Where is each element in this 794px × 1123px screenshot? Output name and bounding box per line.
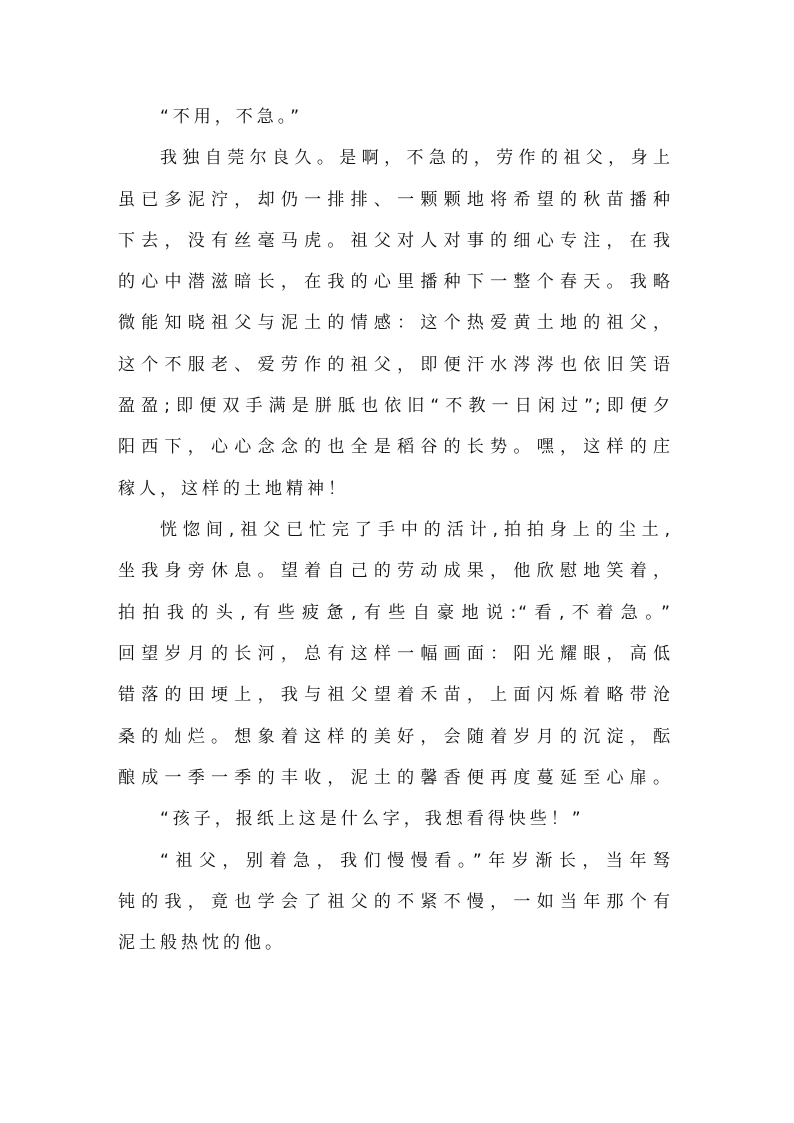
- text-line: 微能知晓祖父与泥土的情感：这个热爱黄土地的祖父，: [118, 313, 672, 333]
- text-line: 拍拍我的头,有些疲惫,有些自豪地说:“看,不着急。”: [118, 603, 672, 623]
- text-line: 回望岁月的长河，总有这样一幅画面：阳光耀眼，高低: [118, 644, 672, 664]
- text-line: 下去，没有丝毫马虎。祖父对人对事的细心专注，在我: [118, 231, 672, 251]
- text-line: 错落的田埂上，我与祖父望着禾苗，上面闪烁着略带沧: [118, 685, 672, 705]
- text-line: 稼人，这样的土地精神！: [118, 479, 349, 499]
- text-line: “孩子，报纸上这是什么字，我想看得快些！”: [160, 809, 585, 829]
- text-line: 我独自莞尔良久。是啊，不急的，劳作的祖父，身上: [160, 148, 672, 168]
- text-line: 酿成一季一季的丰收，泥土的馨香便再度蔓延至心扉。: [118, 768, 672, 788]
- text-line: 钝的我，竟也学会了祖父的不紧不慢，一如当年那个有: [118, 892, 672, 912]
- text-line: 阳西下，心心念念的也全是稻谷的长势。嘿，这样的庄: [118, 437, 672, 457]
- text-line: 桑的灿烂。想象着这样的美好，会随着岁月的沉淀，酝: [118, 727, 672, 747]
- text-line: 这个不服老、爱劳作的祖父，即便汗水涔涔也依旧笑语: [118, 355, 672, 375]
- text-line: “不用，不急。”: [160, 107, 304, 127]
- text-line: 泥土般热忱的他。: [118, 933, 286, 953]
- text-line: 盈盈;即便双手满是胼胝也依旧“不教一日闲过”;即便夕: [118, 396, 672, 416]
- text-line: 恍惚间,祖父已忙完了手中的活计,拍拍身上的尘土,: [160, 520, 672, 540]
- text-line: 的心中潜滋暗长，在我的心里播种下一整个春天。我略: [118, 272, 672, 292]
- text-line: 虽已多泥泞，却仍一排排、一颗颗地将希望的秋苗播种: [118, 190, 672, 210]
- text-line: 坐我身旁休息。望着自己的劳动成果，他欣慰地笑着，: [118, 561, 672, 581]
- text-line: “祖父，别着急，我们慢慢看。”年岁渐长，当年驽: [160, 851, 672, 871]
